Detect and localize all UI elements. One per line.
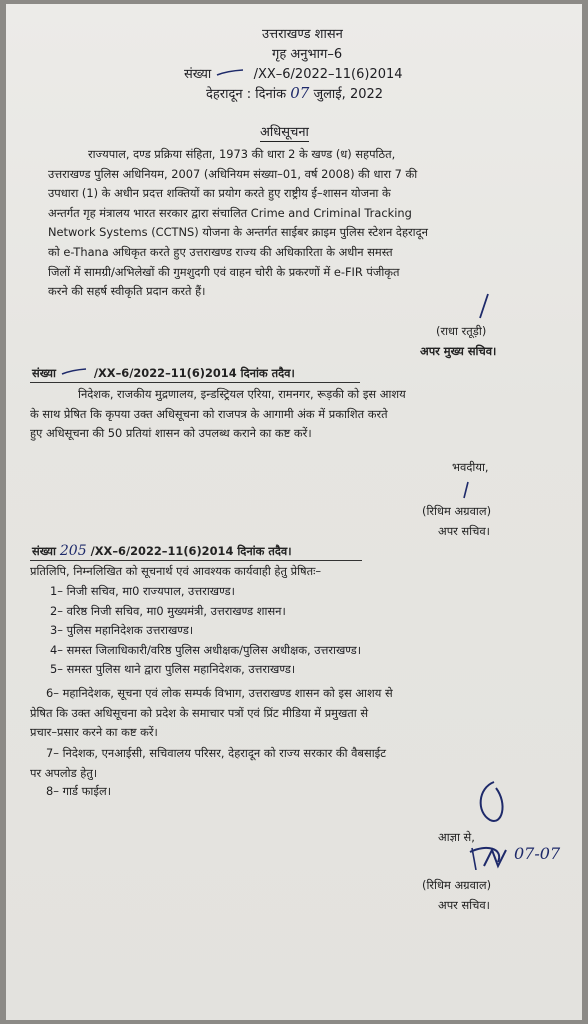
divider — [30, 560, 362, 561]
notification-line: जिलों में सामग्री/अभिलेखों की गुमशुदगी एवं वाहन चोरी के प्रकरणों में e-FIR पंजीकृत — [48, 264, 400, 279]
document-page — [6, 4, 582, 1020]
notification-line: उत्तराखण्ड पुलिस अधिनियम, 2007 (अधिनियम संख्या–01, वर्ष 2008) की धारा 7 की — [48, 166, 418, 181]
list-item-line: 6– महानिदेशक, सूचना एवं लोक सम्पर्क विभाग, उत्तराखण्ड शासन को इस आशय से — [46, 686, 393, 700]
ref-label: संख्या — [184, 67, 212, 82]
list-item-line: 7– निदेशक, एनआईसी, सचिवालय परिसर, देहरादून को राज्य सरकार की वैबसाईट — [46, 746, 387, 760]
notification-body — [48, 145, 428, 302]
notification-line: करने की सहर्ष स्वीकृति प्रदान करते हैं। — [48, 284, 206, 299]
list-item-8: 8– गार्ड फाईल। — [46, 784, 112, 798]
divider — [30, 382, 360, 383]
ref-blank-stroke — [215, 67, 249, 82]
date-day-handwritten: 07 — [290, 84, 310, 102]
second-body — [30, 385, 406, 444]
signature-stroke — [458, 480, 474, 500]
list-item-7 — [30, 744, 387, 783]
ref-blank-stroke — [60, 364, 90, 384]
list-item: 5– समस्त पुलिस थाने द्वारा पुलिस महानिदेशक, उत्तराखण्ड। — [50, 662, 296, 677]
ref-number: /XX–6/2022–11(6)2014 — [253, 67, 403, 82]
order-line: आज्ञा से, — [438, 830, 475, 844]
list-item-line: प्रेषित कि उक्त अधिसूचना को प्रदेश के समाचार पत्रों एवं प्रिंट मीडिया में प्रमुखता से — [30, 705, 369, 720]
section-heading: गृह अनुभाग–6 — [272, 47, 343, 62]
second-signer-title: अपर सचिव। — [438, 524, 490, 538]
notification-line: राज्यपाल, दण्ड प्रक्रिया संहिता, 1973 की धारा 2 के खण्ड (ध) सहपठित, — [88, 147, 396, 161]
second-signer-name: (रिधिम अग्रवाल) — [422, 504, 492, 518]
closing: भवदीया, — [452, 460, 489, 474]
notification-line: अन्तर्गत गृह मंत्रालय भारत सरकार द्वारा संचालित Crime and Criminal Tracking — [48, 205, 412, 220]
third-ref-handwritten: 205 — [59, 543, 87, 559]
second-line: निदेशक, राजकीय मुद्रणालय, इन्डस्ट्रियल एरिया, रामनगर, रूड़की को इस आशय — [78, 387, 406, 401]
signer-title: अपर मुख्य सचिव। — [420, 344, 497, 358]
signature-stroke — [474, 292, 494, 320]
notification-line: उपधारा (1) के अधीन प्रदत्त शक्तियों का प्रयोग करते हुए राष्ट्रीय ई–शासन योजना के — [48, 186, 391, 201]
place-date-line — [206, 84, 383, 102]
second-reference — [32, 364, 295, 384]
third-reference — [32, 542, 292, 562]
notification-line: को e-Thana अधिकृत करते हुए उत्तराखण्ड राज्य की अधिकारिता के अधीन समस्त — [48, 244, 393, 259]
list-item: 4– समस्त जिलाधिकारी/वरिष्ठ पुलिस अधीक्षक/पुलिस अधीक्षक, उत्तराखण्ड। — [50, 642, 362, 657]
second-ref-number: /XX–6/2022–11(6)2014 दिनांक तदैव। — [93, 366, 295, 380]
third-signer-title: अपर सचिव। — [438, 898, 490, 912]
reference-line — [184, 64, 403, 82]
date-month-year: जुलाई, 2022 — [313, 87, 384, 102]
list-item-6 — [30, 684, 393, 743]
signature-date: 07-07 — [514, 844, 561, 863]
govt-heading: उत्तराखण्ड शासन — [262, 27, 343, 42]
list-item-line: प्रचार–प्रसार करने का कष्ट करें। — [30, 725, 158, 740]
third-ref-number: /XX–6/2022–11(6)2014 दिनांक तदैव। — [90, 544, 292, 558]
signer-name: (राधा रतूड़ी) — [436, 324, 487, 338]
third-signer-name: (रिधिम अग्रवाल) — [422, 878, 492, 892]
list-item-line: पर अपलोड हेतु। — [30, 765, 98, 780]
list-item: 1– निजी सचिव, मा0 राज्यपाल, उत्तराखण्ड। — [50, 584, 235, 598]
copy-intro: प्रतिलिपि, निम्नलिखित को सूचनार्थ एवं आवश्यक कार्यवाही हेतु प्रेषितः– — [30, 564, 322, 578]
second-ref-label: संख्या — [32, 366, 56, 380]
place-date-prefix: देहरादून : दिनांक — [206, 87, 287, 102]
notification-line: Network Systems (CCTNS) योजना के अन्तर्गत साईबर क्राइम पुलिस स्टेशन देहरादून — [48, 225, 428, 240]
list-item: 3– पुलिस महानिदेशक उत्तराखण्ड। — [50, 623, 194, 638]
second-line: हुए अधिसूचना की 50 प्रतियां शासन को उपलब्ध कराने का कष्ट करें। — [30, 426, 312, 441]
third-ref-label: संख्या — [32, 544, 56, 558]
second-line: के साथ प्रेषित कि कृपया उक्त अधिसूचना को राजपत्र के आगामी अंक में प्रकाशित करते — [30, 406, 388, 421]
list-item: 2– वरिष्ठ निजी सचिव, मा0 मुख्यमंत्री, उत्तराखण्ड शासन। — [50, 603, 286, 618]
notification-title: अधिसूचना — [260, 122, 309, 142]
distribution-list — [50, 582, 361, 680]
